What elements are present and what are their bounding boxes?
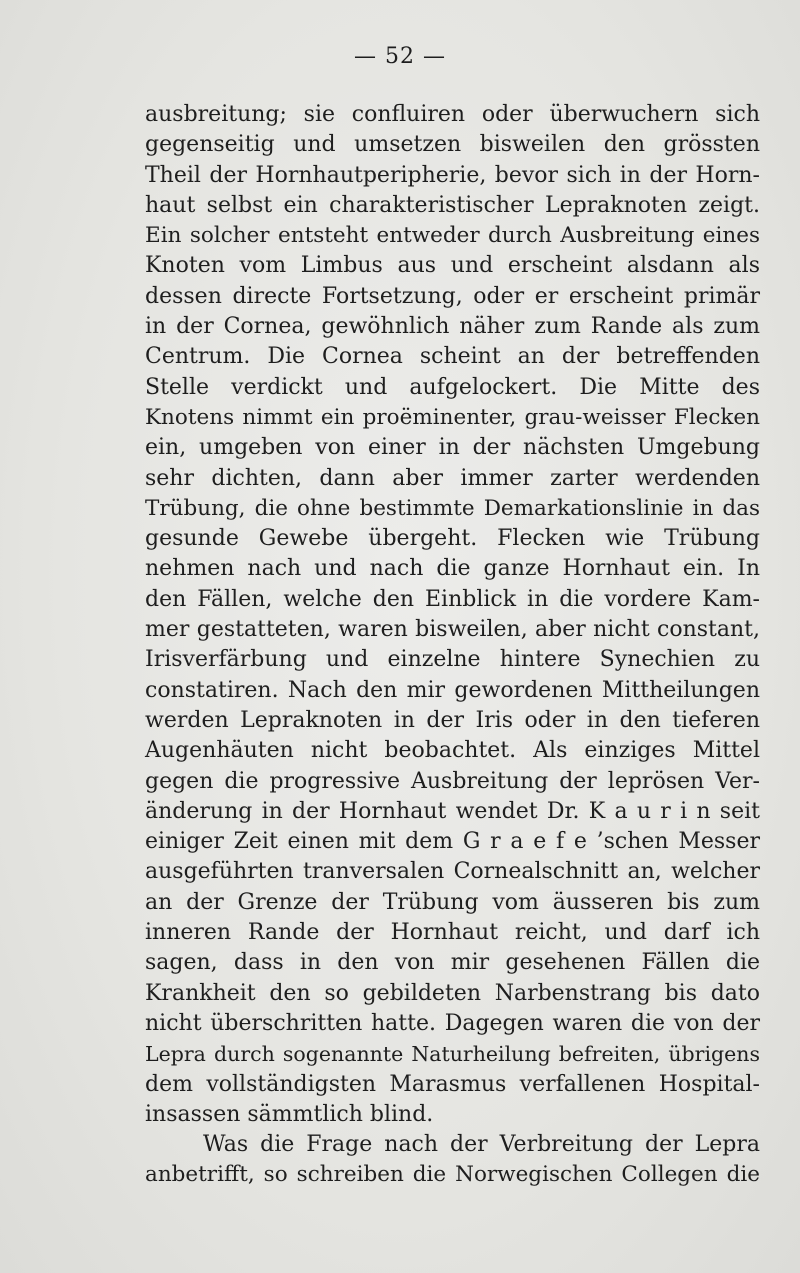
text-line: Was die Frage nach der Verbreitung der Lepra — [203, 1132, 760, 1158]
text-line: Augenhäuten nicht beobachtet. Als einziges Mittel — [145, 738, 760, 764]
text-line: mer gestatteten, waren bisweilen, aber nicht constant, — [145, 617, 760, 643]
text-line: ausbreitung; sie confluiren oder überwuchern sich — [145, 102, 760, 127]
text-line: den Fällen, welche den Einblick in die vordere Kam- — [145, 586, 760, 612]
text-line: einiger Zeit einen mit dem G r a e f e ’schen Messer — [145, 829, 760, 855]
text-line: Trübung, die ohne bestimmte Demarkationslinie in das — [145, 495, 760, 521]
text-line: inneren Rande der Hornhaut reicht, und darf ich — [145, 920, 760, 946]
text-line: Irisverfärbung und einzelne hintere Synechien zu — [145, 647, 760, 673]
text-line: änderung in der Hornhaut wendet Dr. K a u r i n seit — [145, 798, 760, 824]
text-line: ein, umgeben von einer in der nächsten Umgebung — [145, 435, 760, 461]
text-line: sagen, dass in den von mir gesehenen Fällen die — [145, 950, 760, 976]
text-line: gegenseitig und umsetzen bisweilen den grössten — [145, 132, 760, 158]
text-line: Ein solcher entsteht entweder durch Ausbreitung eines — [145, 223, 760, 249]
text-line: Theil der Hornhautperipherie, bevor sich in der Horn- — [145, 162, 760, 188]
text-line: nehmen nach und nach die ganze Hornhaut ein. In — [145, 556, 760, 582]
text-line: werden Lepraknoten in der Iris oder in den tieferen — [145, 707, 760, 733]
page-number: — 52 — — [354, 44, 446, 69]
text-line: Krankheit den so gebildeten Narbenstrang bis dato — [145, 980, 760, 1006]
body-text — [145, 100, 760, 1191]
text-line: ausgeführten tranversalen Cornealschnitt an, welcher — [145, 859, 760, 885]
text-line: gegen die progressive Ausbreitung der leprösen Ver- — [145, 768, 760, 794]
text-line: insassen sämmtlich blind. — [145, 1101, 434, 1127]
text-line: nicht überschritten hatte. Dagegen waren die von der — [145, 1010, 760, 1036]
text-line: Centrum. Die Cornea scheint an der betreffenden — [145, 344, 760, 370]
text-line: dessen directe Fortsetzung, oder er erscheint primär — [145, 283, 760, 309]
text-line: in der Cornea, gewöhnlich näher zum Rande als zum — [145, 314, 760, 340]
text-line: anbetrifft, so schreiben die Norwegischen Collegen die — [145, 1162, 760, 1188]
text-line: dem vollständigsten Marasmus verfallenen Hospital- — [145, 1071, 760, 1097]
text-line: sehr dichten, dann aber immer zarter werdenden — [145, 465, 760, 491]
text-line: an der Grenze der Trübung vom äusseren bis zum — [145, 889, 760, 915]
text-line: haut selbst ein charakteristischer Lepraknoten zeigt. — [145, 192, 760, 218]
text-line: Stelle verdickt und aufgelockert. Die Mitte des — [145, 374, 760, 400]
text-line: Lepra durch sogenannte Naturheilung befreiten, übrigens — [145, 1042, 760, 1067]
text-line: constatiren. Nach den mir gewordenen Mittheilungen — [145, 677, 760, 703]
text-line: Knoten vom Limbus aus und erscheint alsdann als — [145, 253, 760, 279]
text-line: gesunde Gewebe übergeht. Flecken wie Trübung — [145, 526, 760, 552]
text-line: Knotens nimmt ein proëminenter, grau-weisser Flecken — [145, 404, 760, 430]
